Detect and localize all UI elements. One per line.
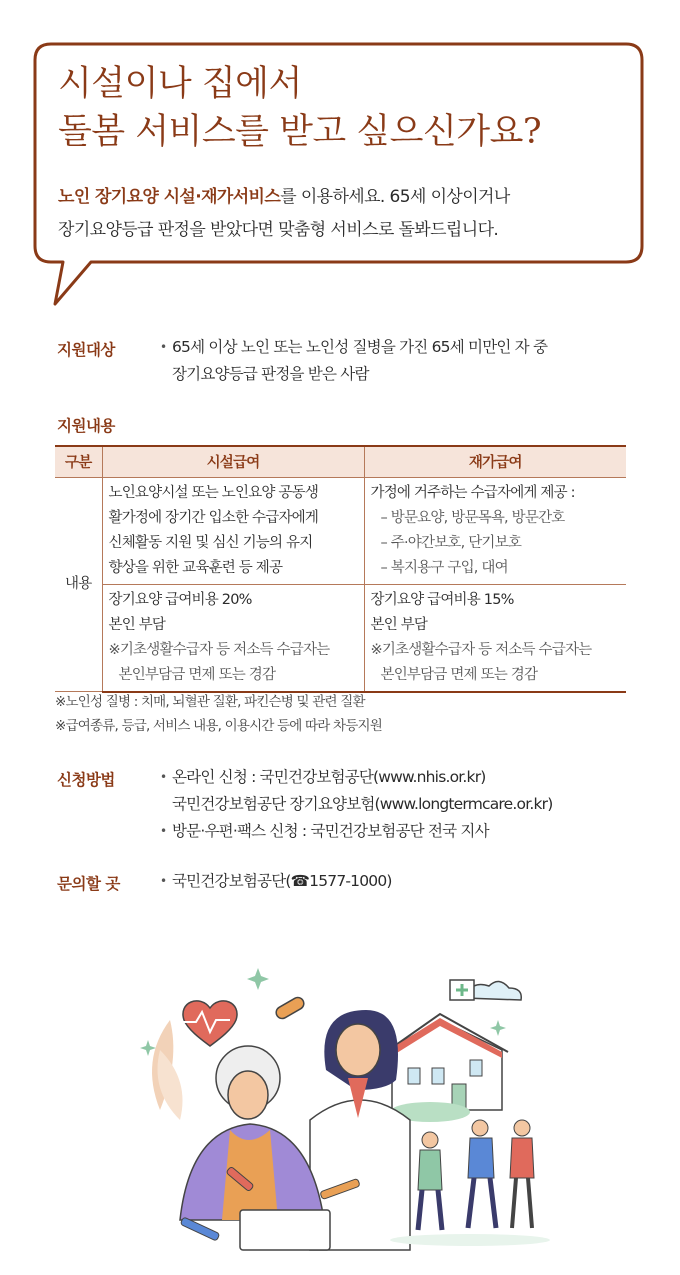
apply-label: 신청방법 <box>57 771 115 789</box>
headline-line-1: 시설이나 집에서 <box>58 64 302 104</box>
table-row-label: 내용 <box>55 477 102 692</box>
facility-description: 노인요양시설 또는 노인요양 공동생 활가정에 장기간 입소한 수급자에게 신체활동 지원 및 심신 기능의 유지 향상을 위한 교육훈련 등 제공 <box>102 477 364 584</box>
intro-line-2: 장기요양등급 판정을 받았다면 맞춤형 서비스로 돌봐드립니다. <box>58 220 499 240</box>
pill-icon <box>274 995 306 1020</box>
table-header-home: 재가급여 <box>364 446 626 477</box>
target-label: 지원대상 <box>57 341 115 359</box>
headline-line-2: 돌봄 서비스를 받고 싶으신가요? <box>58 112 542 152</box>
support-table <box>55 445 626 693</box>
support-footnotes <box>55 690 382 738</box>
home-cost: 장기요양 급여비용 15% 본인 부담 ※기초생활수급자 등 저소득 수급자는 본인부담금 면제 또는 경감 <box>364 584 626 692</box>
target-text <box>160 334 547 388</box>
elderly-woman-figure <box>180 1046 324 1220</box>
sparkle-icon <box>247 968 269 990</box>
table-header-row <box>55 446 626 477</box>
footnote-2: ※급여종류, 등급, 서비스 내용, 이용시간 등에 따라 차등지원 <box>55 718 382 734</box>
apply-line-1: • 온라인 신청 : 국민건강보험공단(www.nhis.or.kr) <box>160 764 552 791</box>
table-row <box>55 477 626 584</box>
contact-line-1: • 국민건강보험공단(☎1577-1000) <box>160 868 392 895</box>
intro-text <box>58 181 628 247</box>
intro-rest: 를 이용하세요. 65세 이상이거나 <box>280 187 510 207</box>
headline <box>58 60 638 156</box>
heart-icon <box>183 1001 237 1046</box>
target-line-2: 장기요양등급 판정을 받은 사람 <box>172 365 369 383</box>
contact-label: 문의할 곳 <box>57 875 120 893</box>
target-line-1: • 65세 이상 노인 또는 노인성 질병을 가진 65세 미만인 자 중 <box>160 334 547 361</box>
footnote-1: ※노인성 질병 : 치매, 뇌혈관 질환, 파킨슨병 및 관련 질환 <box>55 694 365 710</box>
table-header-facility: 시설급여 <box>102 446 364 477</box>
table-row <box>55 584 626 692</box>
sparkle-icon <box>490 1020 506 1036</box>
intro-highlight: 노인 장기요양 시설·재가서비스 <box>58 187 281 207</box>
sparkle-icon <box>140 1040 156 1056</box>
apply-text <box>160 764 552 845</box>
apply-line-2: 국민건강보험공단 장기요양보험(www.longtermcare.or.kr) <box>172 795 553 813</box>
support-label: 지원내용 <box>57 417 115 435</box>
care-illustration <box>130 960 550 1260</box>
home-description: 가정에 거주하는 수급자에게 제공 : – 방문요양, 방문목욕, 방문간호 – 주·야간보호, 단기보호 – 복지용구 구입, 대여 <box>364 477 626 584</box>
seniors-exercising <box>418 1120 534 1230</box>
notebook-icon <box>240 1210 330 1250</box>
apply-line-3: • 방문·우편·팩스 신청 : 국민건강보험공단 전국 지사 <box>160 818 552 845</box>
table-header-category: 구분 <box>55 446 102 477</box>
facility-cost: 장기요양 급여비용 20% 본인 부담 ※기초생활수급자 등 저소득 수급자는 본인부담금 면제 또는 경감 <box>102 584 364 692</box>
contact-text <box>160 868 392 895</box>
